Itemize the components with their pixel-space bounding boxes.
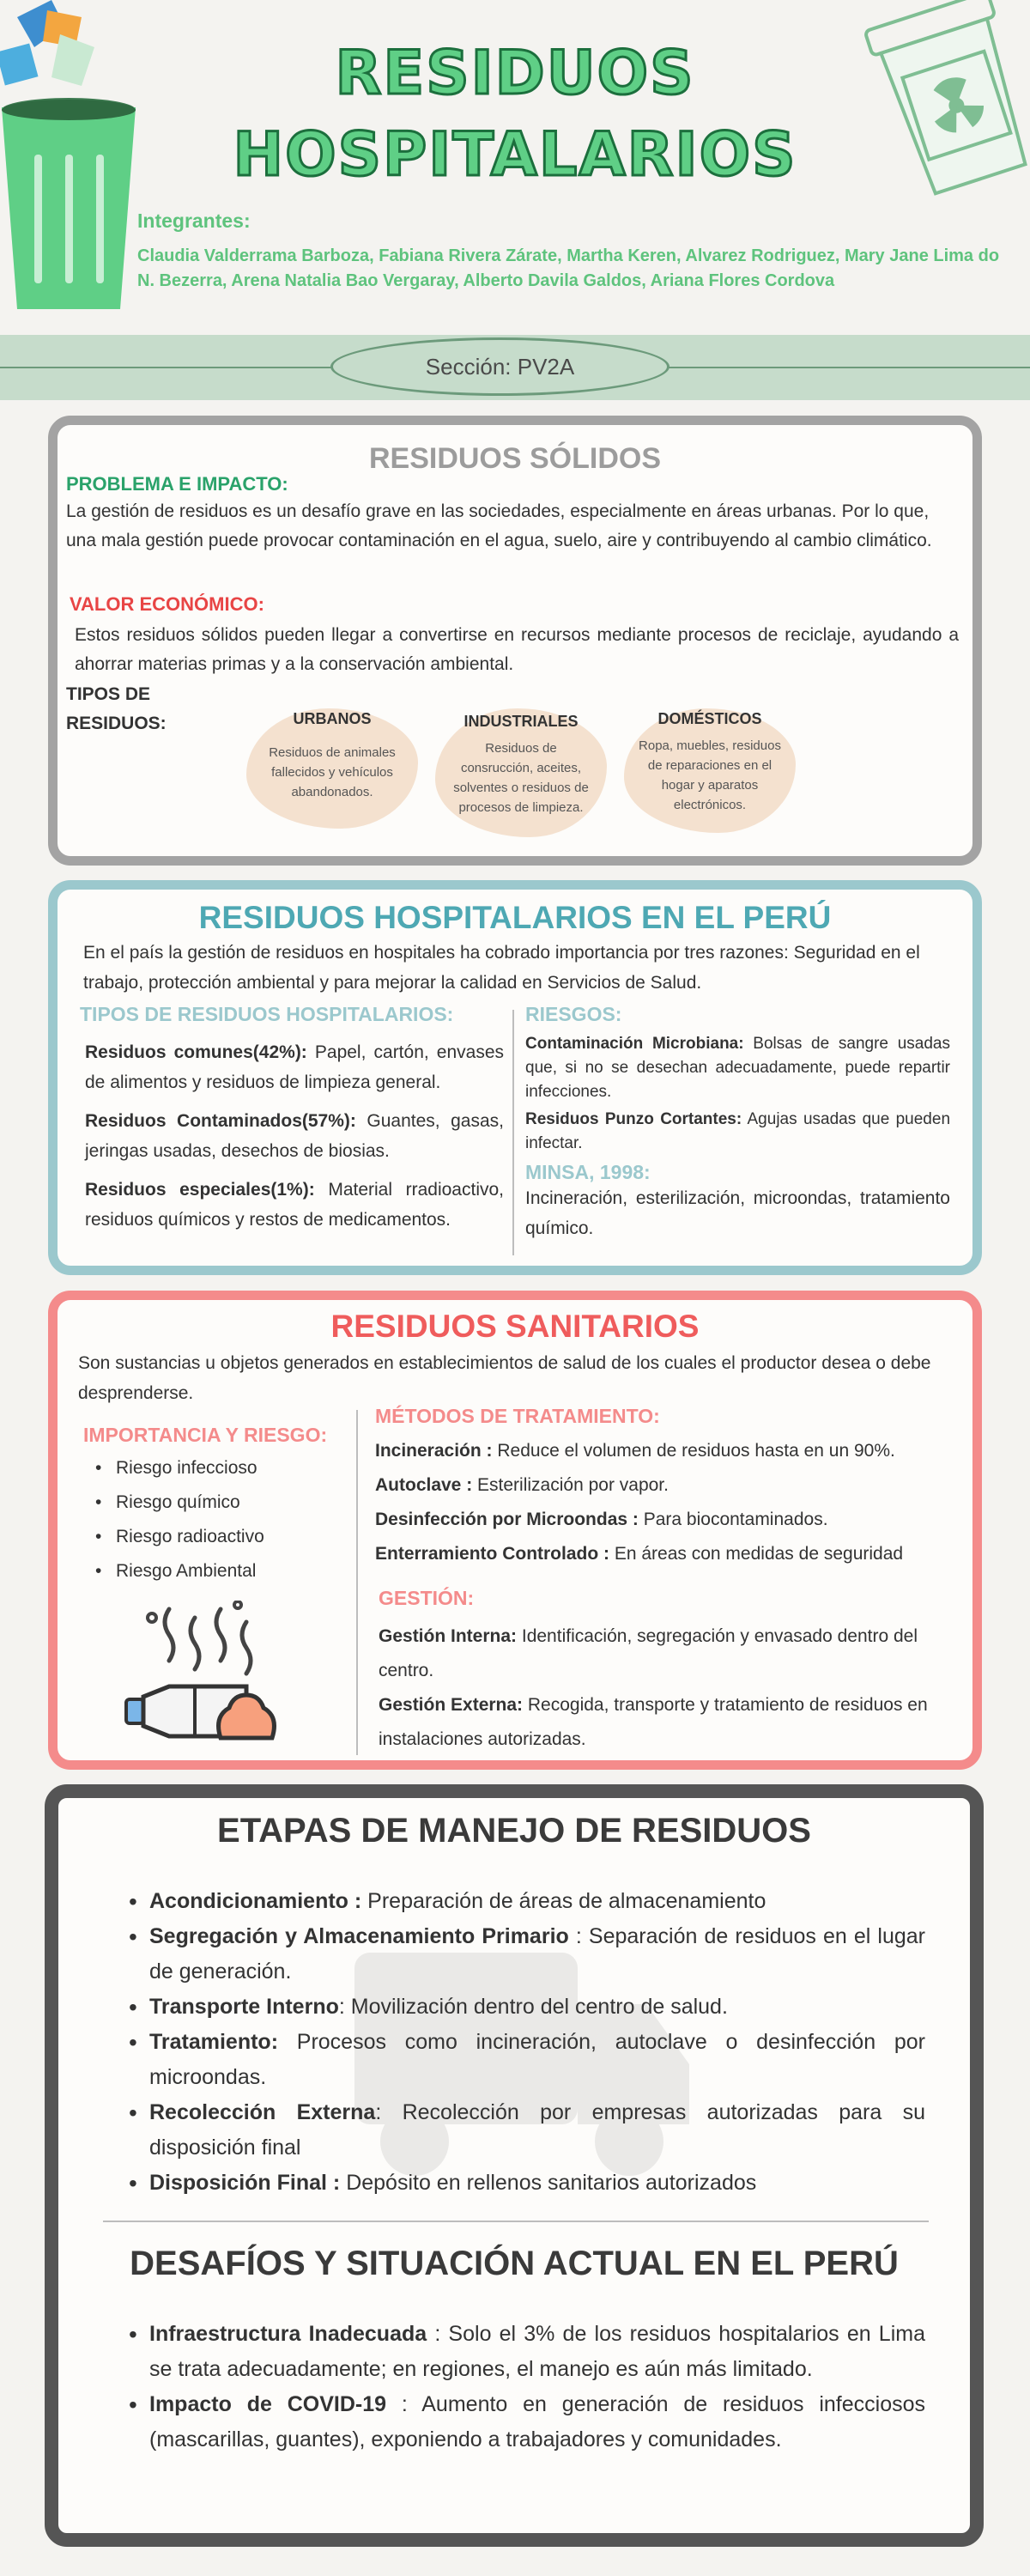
metodo-item: Desinfección por Microondas : Para biocontaminados.	[375, 1510, 828, 1529]
tipo-desc: Residuos de animales fallecidos y vehículos abandonados.	[269, 745, 396, 799]
gestion-item: Gestión Interna: Identificación, segregación y envasado dentro del centro.	[379, 1626, 918, 1680]
list-item: • Impacto de COVID-19 : Aumento en generación de residuos infecciosos (mascarillas, guantes), exponiendo a trabajadores y comunidades.	[129, 2387, 925, 2458]
sanitarios-divider	[356, 1410, 358, 1755]
tipo-name: URBANOS	[293, 710, 372, 727]
card-residuos-sanitarios	[48, 1291, 982, 1770]
desafios-title: DESAFÍOS Y SITUACIÓN ACTUAL EN EL PERÚ	[130, 2245, 899, 2282]
valor-label: VALOR ECONÓMICO:	[70, 593, 264, 615]
solidos-title: RESIDUOS SÓLIDOS	[368, 442, 662, 475]
list-item: • Recolección Externa: Recolección por empresas autorizadas para su disposición final	[129, 2095, 925, 2166]
tipo-name: INDUSTRIALES	[464, 713, 579, 730]
riesgo-item: Residuos Punzo Cortantes: Agujas usadas que pueden infectar.	[525, 1110, 951, 1152]
gestion-label: GESTIÓN:	[379, 1587, 475, 1609]
minsa-label: MINSA, 1998:	[525, 1161, 651, 1183]
integrantes-list: Claudia Valderrama Barboza, Fabiana Rivera Zárate, Martha Keren, Alvarez Rodriguez, Mary Jane Lima do N. Bezerra, Arena Natalia Bao Vergaray, Alberto Davila Galdos, Ariana Flores Cordova	[137, 246, 1000, 290]
gestion-item: Gestión Externa: Recogida, transporte y tratamiento de residuos en instalaciones autorizadas.	[379, 1695, 928, 1749]
riesgos-label: RIESGOS:	[525, 1003, 622, 1025]
metodo-item: Autoclave : Esterilización por vapor.	[375, 1475, 669, 1495]
importancia-label: IMPORTANCIA Y RIESGO:	[83, 1424, 328, 1446]
tipos-label-1: TIPOS DE	[66, 684, 151, 704]
metodo-item: Incineración : Reduce el volumen de residuos hasta en un 90%.	[375, 1441, 895, 1461]
tipo-desc: Residuos de consrucción, aceites, solventes o residuos de procesos de limpieza.	[453, 741, 589, 815]
card-hospitalarios-peru	[48, 880, 982, 1275]
sanitarios-title: RESIDUOS SANITARIOS	[330, 1309, 700, 1344]
etapas-list	[129, 1884, 925, 2201]
valor-text: Estos residuos sólidos pueden llegar a convertirse en recursos mediante procesos de reciclaje, ayudando a ahorrar materias primas y a la conservación ambiental.	[75, 625, 959, 674]
tipo-hosp-item: Residuos Contaminados(57%): Guantes, gasas, jeringas usadas, desechos de biosias.	[85, 1111, 504, 1161]
card-divider	[103, 2221, 929, 2222]
tipo-hosp-item: Residuos comunes(42%): Papel, cartón, envases de alimentos y residuos de limpieza general.	[85, 1042, 505, 1092]
list-item: • Riesgo radioactivo	[95, 1520, 264, 1554]
tipo-desc: Ropa, muebles, residuos de reparaciones en el hogar y aparatos electrónicos.	[639, 738, 781, 812]
peru-divider	[512, 1010, 514, 1255]
polluted-bottle-icon	[118, 1601, 289, 1755]
riesgo-item: Contaminación Microbiana: Bolsas de sangre usadas que, si no se desechan adecuadamente, puede repartir infecciones.	[525, 1035, 950, 1101]
list-item: • Tratamiento: Procesos como incineración, autoclave o desinfección por microondas.	[129, 2025, 925, 2095]
etapas-title: ETAPAS DE MANEJO DE RESIDUOS	[217, 1812, 811, 1850]
list-item: • Riesgo infeccioso	[95, 1451, 264, 1485]
tipos-hosp-label: TIPOS DE RESIDUOS HOSPITALARIOS:	[80, 1003, 454, 1025]
card-residuos-solidos	[48, 416, 982, 866]
section-label: Sección: PV2A	[330, 337, 670, 396]
problema-text: La gestión de residuos es un desafío grave en las sociedades, especialmente en áreas urbanas. Por lo que, una mala gestión puede provocar contaminación en el agua, suelo, aire y contribuyendo al cambio climático.	[66, 501, 932, 550]
tipos-label-2: RESIDUOS:	[66, 714, 167, 733]
riesgos-list	[95, 1451, 264, 1589]
page-title-line2: HOSPITALARIOS	[233, 119, 797, 190]
peru-title: RESIDUOS HOSPITALARIOS EN EL PERÚ	[198, 900, 832, 935]
list-item: • Disposición Final : Depósito en rellenos sanitarios autorizados	[129, 2166, 925, 2201]
card-etapas-desafios	[45, 1784, 984, 2547]
peru-intro: En el país la gestión de residuos en hospitales ha cobrado importancia por tres razones: Seguridad en el trabajo, protección ambiental y para mejorar la calidad en Servicios de Salud.	[83, 943, 920, 993]
sanitarios-intro: Son sustancias u objetos generados en establecimientos de salud de los cuales el productor desea o debe desprenderse.	[78, 1353, 931, 1403]
integrantes-label: Integrantes:	[137, 210, 251, 232]
metodo-item: Enterramiento Controlado : En áreas con medidas de seguridad	[375, 1544, 904, 1564]
desafios-list	[129, 2317, 925, 2458]
list-item: • Segregación y Almacenamiento Primario : Separación de residuos en el lugar de generación.	[129, 1919, 925, 1990]
list-item: • Acondicionamiento : Preparación de áreas de almacenamiento	[129, 1884, 925, 1919]
minsa-text: Incineración, esterilización, microondas, tratamiento químico.	[525, 1188, 950, 1238]
problema-label: PROBLEMA E IMPACTO:	[66, 473, 288, 495]
list-item: • Riesgo Ambiental	[95, 1554, 264, 1589]
tipo-name: DOMÉSTICOS	[657, 710, 762, 727]
tipo-hosp-item: Residuos especiales(1%): Material rradioactivo, residuos químicos y restos de medicamentos.	[85, 1180, 505, 1230]
metodos-label: MÉTODOS DE TRATAMIENTO:	[375, 1405, 660, 1427]
page-title-line1: RESIDUOS	[335, 38, 695, 108]
list-item: • Transporte Interno: Movilización dentro del centro de salud.	[129, 1990, 925, 2025]
list-item: • Infraestructura Inadecuada : Solo el 3% de los residuos hospitalarios en Lima se trata adecuadamente; en regiones, el manejo es aún más limitado.	[129, 2317, 925, 2387]
list-item: • Riesgo químico	[95, 1485, 264, 1520]
